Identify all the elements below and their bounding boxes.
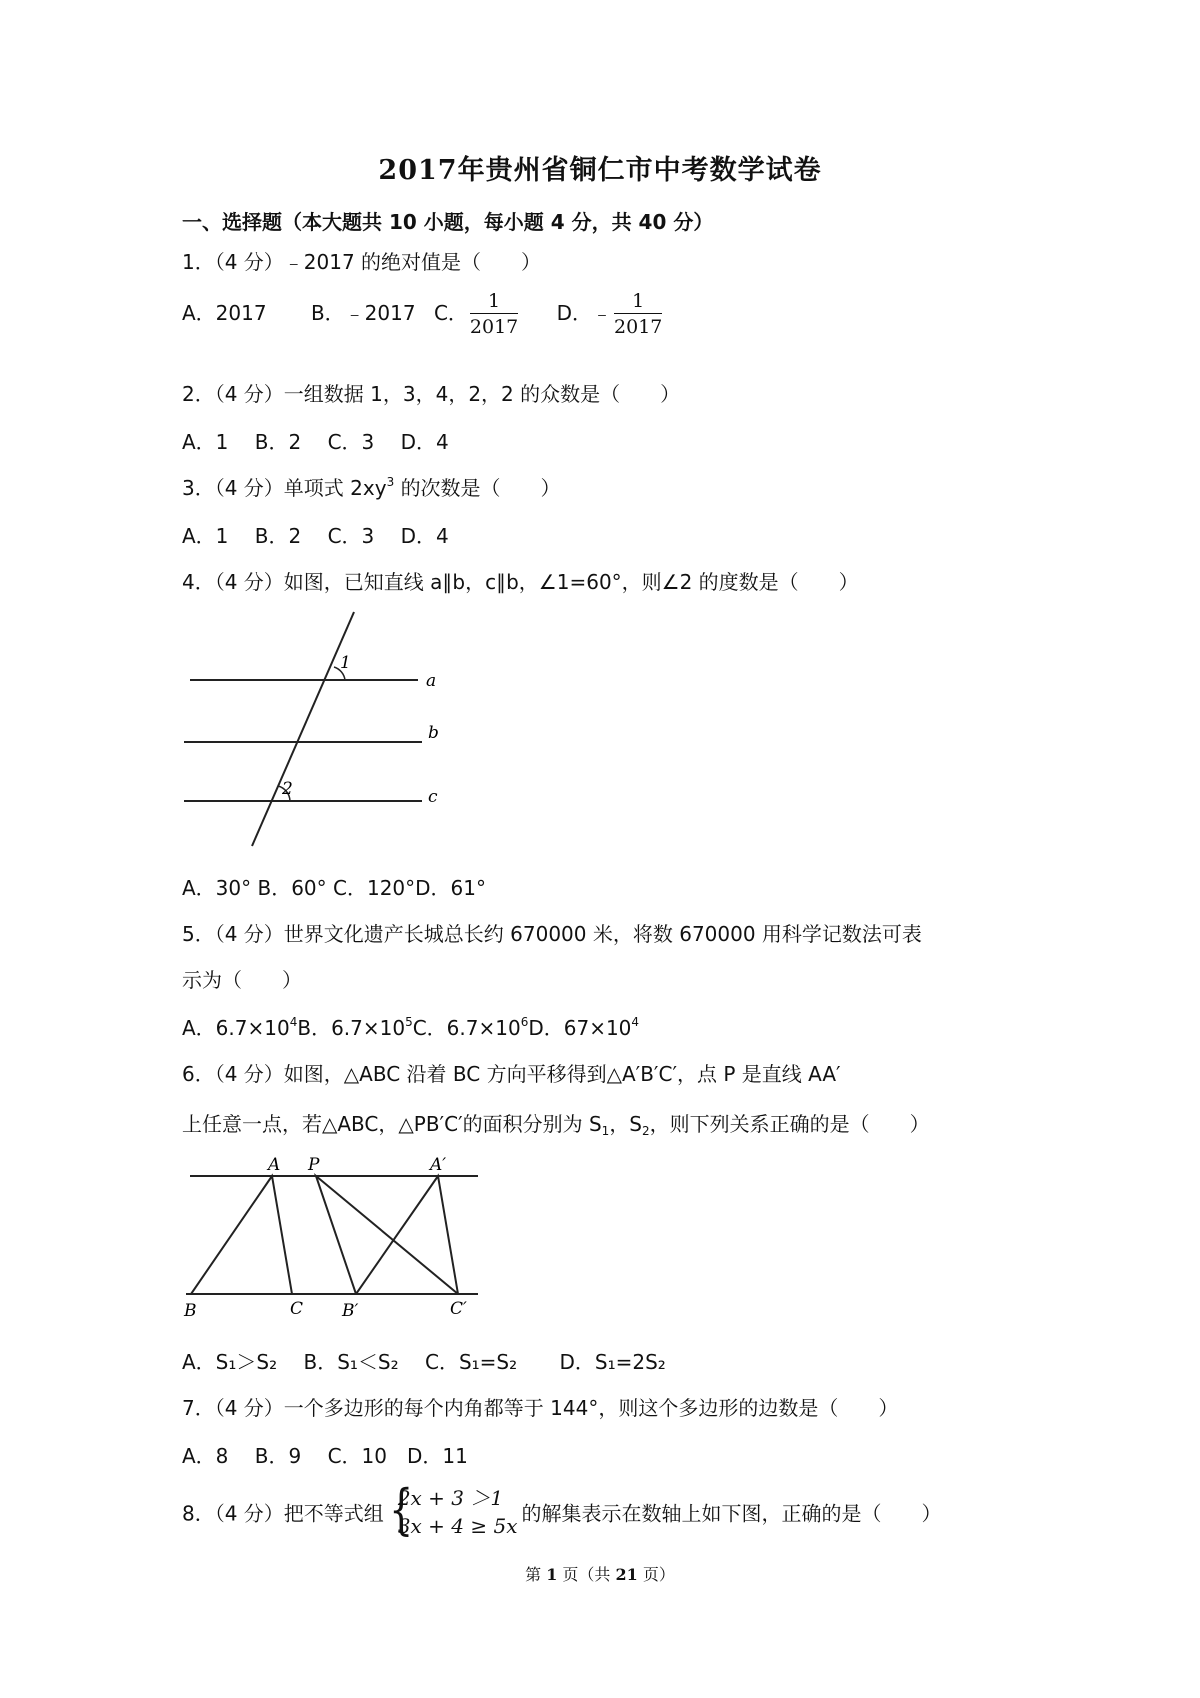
total-pages: 21 — [615, 1565, 638, 1584]
translated-triangles-figure — [178, 1152, 488, 1320]
point-b-label: B — [184, 1301, 197, 1320]
point-c-label: C — [290, 1299, 304, 1319]
q1-option-c-fraction — [470, 290, 518, 338]
q6-option-b: B．S₁＜S₂ — [303, 1350, 399, 1374]
line-b-label: b — [428, 723, 439, 743]
q6-s2-subscript: 2 — [642, 1124, 650, 1138]
q1-option-d-label: D．﹣ — [556, 300, 613, 325]
paper-title: 2017年贵州省铜仁市中考数学试卷 — [378, 155, 822, 186]
angle-1-label: 1 — [340, 653, 351, 673]
point-c-prime-label: C′ — [450, 1299, 467, 1319]
question-3-options: A．1 B．2 C．3 D．4 — [182, 524, 449, 548]
section-heading: 一、选择题（本大题共 10 小题，每小题 4 分，共 40 分） — [182, 210, 714, 234]
transversal-line — [252, 612, 354, 846]
question-5-stem-line-1: 5．（4 分）世界文化遗产长城总长约 670000 米，将数 670000 用科学记数法可表 — [182, 922, 922, 946]
question-2-options: A．1 B．2 C．3 D．4 — [182, 430, 449, 454]
q6-option-c: C．S₁=S₂ — [424, 1350, 518, 1374]
q8-stem-text: 8．（4 分）把不等式组 — [182, 1501, 384, 1526]
line-a-label: a — [426, 671, 437, 691]
footer-prefix: 第 — [525, 1565, 542, 1584]
page-footer — [0, 1562, 1200, 1585]
question-1-stem: 1．（4 分）﹣2017 的绝对值是（ ） — [182, 250, 542, 274]
fraction-denominator: 2017 — [469, 316, 519, 338]
point-a-prime-label: A′ — [430, 1155, 447, 1175]
question-1-options — [182, 290, 664, 338]
question-6-stem-line-1: 6．（4 分）如图，△ABC 沿着 BC 方向平移得到△A′B′C′，点 P 是直线 AA′ — [182, 1062, 841, 1086]
inequality-1: 2x + 3 ＞1 — [397, 1486, 504, 1510]
question-7-options: A．8 B．9 C．10 D．11 — [182, 1444, 468, 1468]
question-3-stem — [182, 472, 561, 501]
fraction-numerator: 1 — [614, 290, 662, 314]
triangle-abc — [191, 1176, 292, 1294]
angle-2-label: 2 — [282, 779, 293, 799]
question-6-stem-line-2 — [182, 1108, 930, 1137]
triangle-a-prime-b-prime-c-prime — [356, 1176, 458, 1294]
q3-exponent: 3 — [386, 475, 395, 489]
q6-s1-subscript: 1 — [601, 1124, 610, 1138]
point-a-label: A — [268, 1155, 281, 1175]
q5-option-b-exponent: 5 — [405, 1015, 413, 1029]
point-b-prime-label: B′ — [342, 1301, 359, 1320]
inequality-system — [386, 1478, 518, 1541]
q6-option-a: A．S₁＞S₂ — [182, 1350, 278, 1374]
q3-stem-tail: 的次数是（ ） — [400, 476, 561, 500]
page-number: 1 — [546, 1565, 558, 1584]
q5-option-c: C．6.7×10 — [412, 1016, 521, 1040]
q6-stem-text-2: ，S — [609, 1112, 643, 1136]
q5-option-d: D．67×10 — [528, 1016, 632, 1040]
fraction-denominator: 2017 — [614, 316, 663, 338]
question-5-options — [182, 1012, 639, 1041]
footer-middle: 页（共 — [562, 1565, 611, 1584]
q1-option-c-label: C． — [433, 300, 468, 325]
footer-suffix: 页） — [642, 1565, 675, 1584]
q5-option-a-exponent: 4 — [289, 1015, 298, 1029]
fraction-numerator: 1 — [470, 290, 518, 314]
q1-option-b: B．﹣2017 — [310, 300, 416, 325]
question-2-stem: 2．（4 分）一组数据 1，3，4，2，2 的众数是（ ） — [182, 382, 681, 406]
question-4-options: A．30° B．60° C．120°D．61° — [182, 876, 487, 900]
question-5-stem-line-2: 示为（ ） — [182, 968, 302, 992]
parallel-lines-figure — [178, 610, 458, 850]
q5-option-c-exponent: 6 — [520, 1015, 529, 1029]
line-c-label: c — [428, 787, 438, 807]
inequality-2: 3x + 4 ≥ 5x — [397, 1514, 518, 1538]
q6-stem-text-3: ，则下列关系正确的是（ ） — [649, 1112, 930, 1136]
question-4-stem: 4．（4 分）如图，已知直线 a∥b，c∥b，∠1=60°，则∠2 的度数是（ ） — [182, 570, 859, 594]
left-brace: { — [388, 1478, 414, 1541]
q1-option-d-fraction — [614, 290, 662, 338]
q1-option-a: A．2017 — [182, 300, 267, 325]
q8-stem-tail: 的解集表示在数轴上如下图，正确的是（ ） — [521, 1501, 942, 1526]
q6-stem-text: 上任意一点，若△ABC，△PB′C′的面积分别为 S — [182, 1112, 602, 1136]
question-8-stem — [182, 1478, 942, 1541]
triangle-p-b-prime-c-prime — [316, 1176, 458, 1294]
q5-option-d-exponent: 4 — [631, 1015, 640, 1029]
q3-stem-text: 3．（4 分）单项式 2xy — [182, 476, 387, 500]
q5-option-a: A．6.7×10 — [182, 1016, 290, 1040]
q6-option-d: D．S₁=2S₂ — [559, 1350, 666, 1374]
point-p-label: P — [308, 1155, 320, 1175]
q5-option-b: B．6.7×10 — [297, 1016, 406, 1040]
question-6-options — [182, 1346, 666, 1375]
question-7-stem: 7．（4 分）一个多边形的每个内角都等于 144°，则这个多边形的边数是（ ） — [182, 1396, 899, 1420]
